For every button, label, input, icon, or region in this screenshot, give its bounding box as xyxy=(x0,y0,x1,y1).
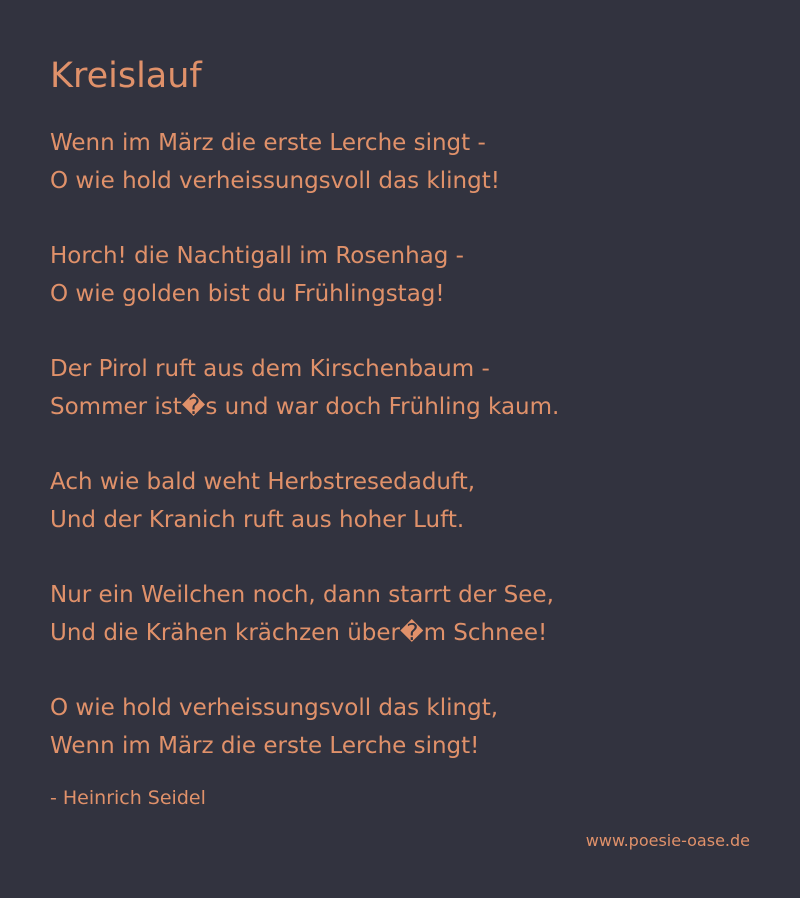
poem-line: O wie golden bist du Frühlingstag! xyxy=(50,281,445,307)
poem-line: Wenn im März die erste Lerche singt! xyxy=(50,733,480,759)
poem-line: Und die Krähen krächzen über�m Schnee! xyxy=(50,620,548,646)
poem-line: Nur ein Weilchen noch, dann starrt der See, xyxy=(50,582,554,608)
stanza xyxy=(50,350,770,426)
poem-line: Und der Kranich ruft aus hoher Luft. xyxy=(50,507,465,533)
source-url: www.poesie-oase.de xyxy=(585,831,750,850)
poem-line: Horch! die Nachtigall im Rosenhag - xyxy=(50,243,464,269)
poem-line: O wie hold verheissungsvoll das klingt, xyxy=(50,695,499,721)
stanza xyxy=(50,576,770,652)
stanza xyxy=(50,689,770,765)
poem-body xyxy=(50,124,770,802)
poem-title: Kreislauf xyxy=(50,56,202,96)
poem-line: Der Pirol ruft aus dem Kirschenbaum - xyxy=(50,356,490,382)
poem-line: O wie hold verheissungsvoll das klingt! xyxy=(50,168,500,194)
stanza xyxy=(50,463,770,539)
poem-line: Ach wie bald weht Herbstresedaduft, xyxy=(50,469,476,495)
poem-author: - Heinrich Seidel xyxy=(50,787,206,809)
stanza xyxy=(50,237,770,313)
stanza xyxy=(50,124,770,200)
poem-line: Sommer ist�s und war doch Frühling kaum. xyxy=(50,394,560,420)
poem-line: Wenn im März die erste Lerche singt - xyxy=(50,130,486,156)
